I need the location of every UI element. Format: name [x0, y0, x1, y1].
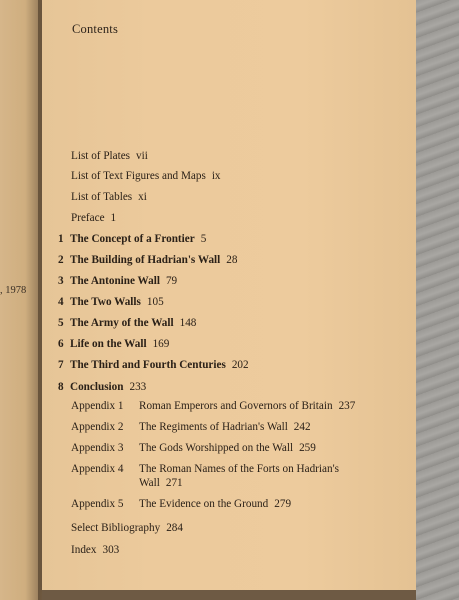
- entry-title: Preface: [71, 212, 105, 224]
- toc-entry-chapter: [58, 316, 196, 330]
- toc-entry-front-matter: [71, 190, 147, 204]
- entry-title: List of Plates: [71, 150, 131, 162]
- chapter-number: 1: [58, 233, 64, 245]
- entry-page: 259: [299, 442, 316, 454]
- entry-title: List of Text Figures and Maps: [71, 170, 206, 182]
- chapter-title: Conclusion: [70, 381, 124, 393]
- chapter-title: The Third and Fourth Centuries: [70, 359, 226, 371]
- toc-entry-chapter: [58, 232, 206, 246]
- entry-page: 1: [110, 212, 117, 224]
- appendix-label: Appendix 4: [71, 463, 124, 475]
- entry-page: xi: [138, 191, 147, 203]
- entry-page: 271: [165, 477, 183, 489]
- chapter-title: The Concept of a Frontier: [70, 233, 195, 245]
- chapter-number: 6: [58, 338, 64, 350]
- appendix-label: Appendix 3: [71, 442, 124, 454]
- chapter-title: The Antonine Wall: [70, 275, 160, 287]
- toc-entry-appendix: [71, 462, 379, 490]
- entry-page: 279: [274, 498, 292, 510]
- appendix-title: Roman Emperors and Governors of Britain: [139, 400, 333, 412]
- toc-entry-back-matter: [71, 543, 119, 557]
- chapter-title: The Army of the Wall: [70, 317, 174, 329]
- entry-page: 237: [338, 400, 356, 412]
- entry-page: 242: [293, 421, 311, 433]
- entry-page: 79: [165, 275, 178, 287]
- entry-title: Select Bibliography: [71, 522, 161, 534]
- entry-page: vii: [136, 150, 148, 162]
- chapter-title: Life on the Wall: [70, 338, 147, 350]
- appendix-title: The Regiments of Hadrian's Wall: [139, 421, 288, 433]
- entry-page: 148: [179, 317, 197, 329]
- chapter-number: 5: [58, 317, 64, 329]
- toc-entry-chapter: [58, 380, 146, 394]
- chapter-title: The Building of Hadrian's Wall: [70, 254, 221, 266]
- entry-page: 303: [102, 544, 120, 556]
- chapter-number: 3: [58, 275, 64, 287]
- appendix-title: The Evidence on the Ground: [139, 498, 269, 510]
- toc-entry-appendix: [71, 420, 409, 434]
- chapter-title: The Two Walls: [70, 296, 141, 308]
- appendix-title: The Gods Worshipped on the Wall: [139, 442, 294, 454]
- entry-page: 169: [152, 338, 170, 350]
- toc-entry-chapter: [58, 274, 177, 288]
- entry-page: 5: [200, 233, 207, 245]
- left-page-fragment: , 1978: [0, 285, 27, 296]
- chapter-number: 2: [58, 254, 64, 266]
- entry-page: ix: [211, 170, 221, 182]
- entry-page: 105: [146, 296, 164, 308]
- toc-entry-front-matter: [71, 169, 221, 183]
- toc-entry-front-matter: [71, 149, 148, 163]
- toc-entry-chapter: [58, 295, 164, 309]
- entry-page: 233: [129, 381, 147, 393]
- appendix-label: Appendix 1: [71, 400, 124, 412]
- toc-entry-appendix: [71, 497, 409, 511]
- toc-entry-chapter: [58, 253, 237, 267]
- toc-entry-chapter: [58, 358, 249, 372]
- chapter-number: 4: [58, 296, 64, 308]
- entry-title: Index: [71, 544, 97, 556]
- toc-entry-back-matter: [71, 521, 183, 535]
- entry-page: 202: [231, 359, 249, 371]
- page-title: Contents: [72, 22, 119, 36]
- toc-entry-front-matter: [71, 211, 116, 225]
- appendix-label: Appendix 2: [71, 421, 124, 433]
- toc-entry-chapter: [58, 337, 169, 351]
- toc-entry-appendix: [71, 441, 409, 455]
- appendix-title: The Roman Names of the Forts on Hadrian's Wall: [139, 463, 339, 489]
- entry-page: 284: [166, 522, 183, 534]
- chapter-number: 7: [58, 359, 64, 371]
- toc-entry-appendix: [71, 399, 409, 413]
- chapter-number: 8: [58, 381, 64, 393]
- appendix-label: Appendix 5: [71, 498, 124, 510]
- entry-page: 28: [226, 254, 238, 266]
- entry-title: List of Tables: [71, 191, 133, 203]
